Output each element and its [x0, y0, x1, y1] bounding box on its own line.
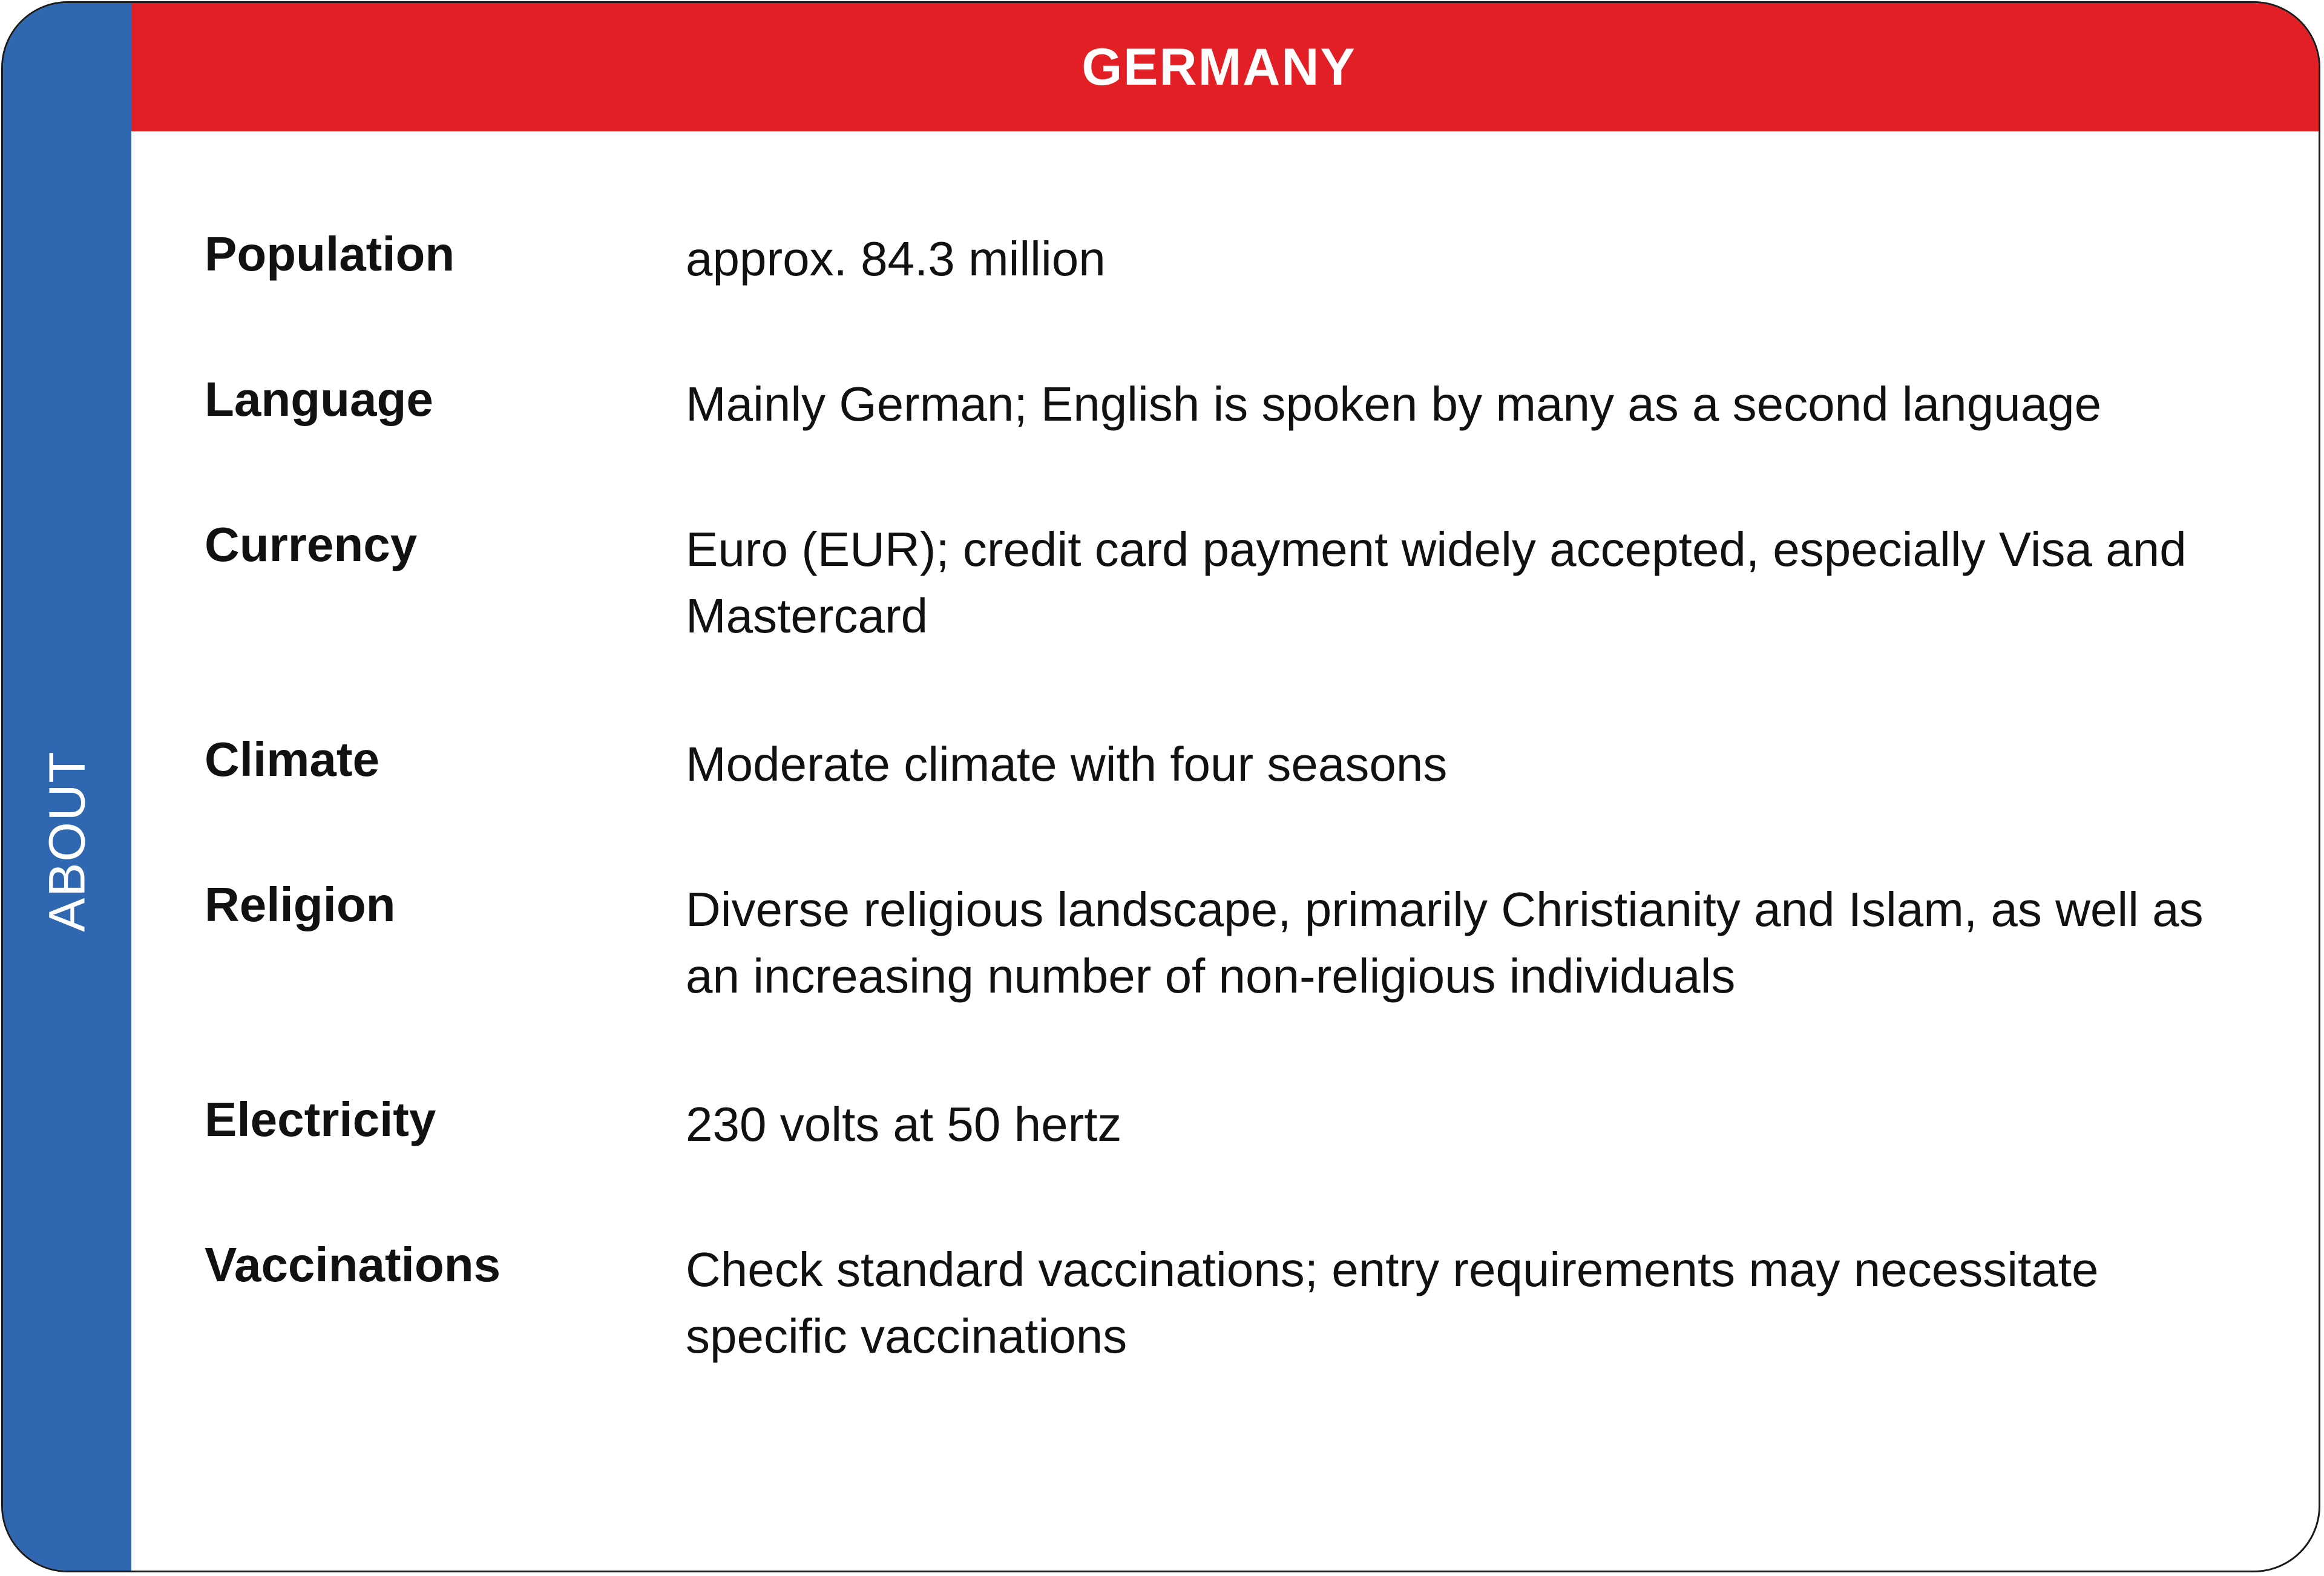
fact-value: Moderate climate with four seasons	[686, 737, 1448, 791]
fact-label: Religion	[205, 878, 396, 931]
fact-value: 230 volts at 50 hertz	[686, 1097, 1122, 1151]
fact-value: Euro (EUR); credit card payment widely accepted, especially Visa and Mastercard	[686, 522, 2187, 643]
fact-label: Vaccinations	[205, 1238, 501, 1292]
fact-label: Language	[205, 372, 433, 426]
fact-label: Electricity	[205, 1092, 436, 1146]
sidebar-label: ABOUT	[38, 750, 96, 932]
info-card	[1, 1, 2320, 1572]
fact-label: Currency	[205, 517, 418, 571]
fact-label: Population	[205, 227, 455, 281]
sidebar	[3, 3, 131, 1571]
fact-value: Diverse religious landscape, primarily Christianity and Islam, as well as an increasing number of non-religious individuals	[686, 882, 2204, 1003]
header-bar	[131, 3, 2319, 131]
fact-value: Check standard vaccinations; entry requirements may necessitate specific vaccinations	[686, 1243, 2099, 1363]
fact-value: Mainly German; English is spoken by many as a second language	[686, 377, 2102, 431]
fact-label: Climate	[205, 732, 379, 786]
page-title: GERMANY	[1082, 38, 1356, 96]
fact-value: approx. 84.3 million	[686, 232, 1106, 286]
